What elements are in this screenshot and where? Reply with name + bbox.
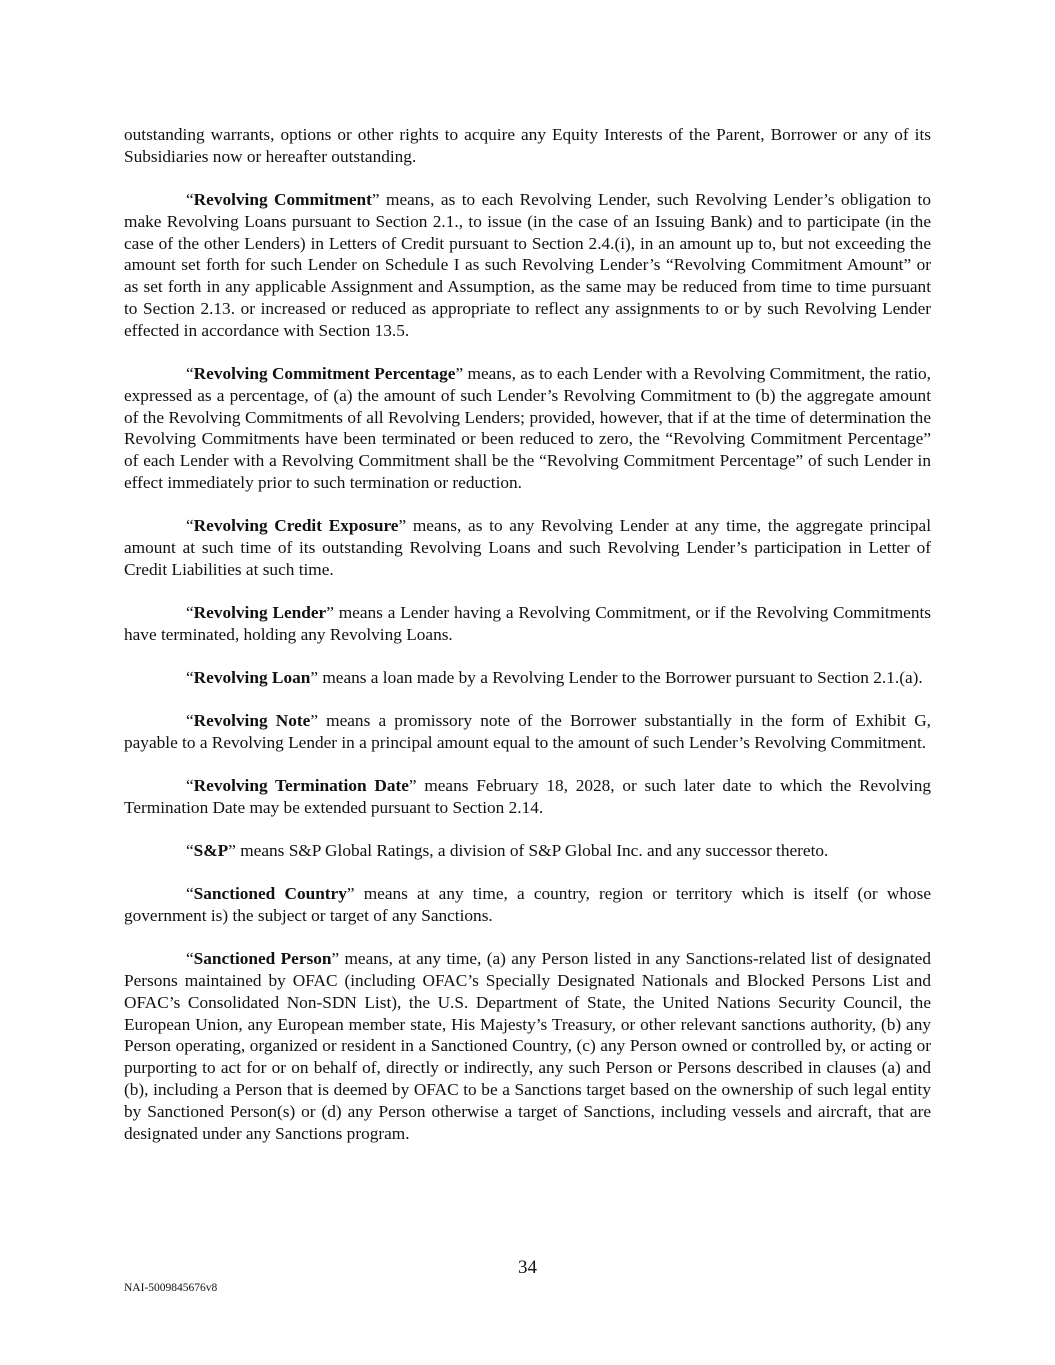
defined-term: Revolving Credit Exposure	[193, 516, 399, 536]
definition-text: ” means a loan made by a Revolving Lender to the Borrower pursuant to Section 2.1.(a).	[310, 667, 923, 687]
definition-sanctioned-person	[124, 948, 931, 1144]
definition-text: ” means February 18, 2028, or such later date to which the Revolving Termination Date may be extended pursuant to Section 2.14.	[124, 776, 931, 817]
defined-term: Sanctioned Person	[193, 949, 332, 969]
definition-text: ” means, as to each Lender with a Revolving Commitment, the ratio, expressed as a percentage, of (a) the amount of such Lender’s Revolving Commitment to (b) the aggregate amount of the Revolving Commitments of all Revolving Lenders; provided, however, that if at the time of determination the Revolving Commitments have been terminated or been reduced to zero, the “Revolving Commitment Percentage” of each Lender with a Revolving Commitment shall be the “Revolving Commitment Percentage” of such Lender in effect immediately prior to such termination or reduction.	[124, 363, 931, 492]
open-quote: “	[186, 189, 194, 209]
definition-sanctioned-country	[124, 883, 931, 927]
open-quote: “	[186, 516, 194, 536]
defined-term: Revolving Loan	[193, 667, 311, 687]
definition-revolving-credit-exposure	[124, 515, 931, 580]
definition-text: ” means, as to any Revolving Lender at any time, the aggregate principal amount at such time of its outstanding Revolving Loans and such Revolving Lender’s participation in Letter of Credit Liabilities at such time.	[124, 516, 932, 579]
open-quote: “	[186, 884, 194, 904]
definition-revolving-commitment-percentage	[124, 363, 931, 494]
definition-text: ” means, at any time, (a) any Person listed in any Sanctions-related list of designated Persons maintained by OFAC (including OFAC’s Specially Designated Nationals and Blocked Persons List and OFAC’s Consolidated Non-SDN List), the U.S. Department of State, the United Nations Security Council, the European Union, any European member state, His Majesty’s Treasury, or other relevant sanctions authority, (b) any Person operating, organized or resident in a Sanctioned Country, (c) any Person owned or controlled by, or acting or purporting to act for or on behalf of, directly or indirectly, any such Person or Persons described in clauses (a) and (b), including a Person that is deemed by OFAC to be a Sanctions target based on the ownership of such legal entity by Sanctioned Person(s) or (d) any Person otherwise a target of Sanctions, including vessels and aircraft, that are designated under any Sanctions program.	[124, 949, 931, 1143]
open-quote: “	[186, 667, 194, 687]
document-id: NAI-5009845676v8	[124, 1282, 218, 1294]
defined-term: S&P	[193, 841, 229, 861]
defined-term: Sanctioned Country	[193, 884, 347, 904]
page-number: 34	[518, 1257, 537, 1278]
defined-term: Revolving Note	[193, 711, 311, 731]
definition-text: ” means at any time, a country, region or territory which is itself (or whose government is) the subject or target of any Sanctions.	[124, 884, 931, 926]
definition-revolving-loan	[124, 667, 931, 689]
defined-term: Revolving Lender	[193, 602, 327, 622]
document-body	[124, 124, 931, 1166]
definition-s-and-p	[124, 840, 931, 862]
definition-text: ” means a Lender having a Revolving Commitment, or if the Revolving Commitments have terminated, holding any Revolving Loans.	[124, 602, 931, 644]
defined-term: Revolving Commitment Percentage	[193, 363, 456, 383]
definition-text: ” means a promissory note of the Borrower substantially in the form of Exhibit G, payable to a Revolving Lender in a principal amount equal to the amount of such Lender’s Revolving Commitment.	[124, 711, 931, 752]
open-quote: “	[186, 949, 194, 969]
definition-revolving-commitment	[124, 189, 931, 342]
open-quote: “	[186, 841, 194, 861]
continuation-paragraph: outstanding warrants, options or other rights to acquire any Equity Interests of the Parent, Borrower or any of its Subsidiaries now or hereafter outstanding.	[124, 125, 931, 166]
definition-revolving-note	[124, 710, 931, 754]
definition-revolving-lender	[124, 602, 931, 646]
open-quote: “	[186, 363, 194, 383]
defined-term: Revolving Commitment	[193, 189, 372, 209]
open-quote: “	[186, 776, 194, 796]
definition-revolving-termination-date	[124, 775, 931, 819]
definition-text: ” means S&P Global Ratings, a division of S&P Global Inc. and any successor thereto.	[228, 841, 829, 861]
open-quote: “	[186, 602, 194, 622]
defined-term: Revolving Termination Date	[193, 776, 409, 796]
open-quote: “	[186, 711, 194, 731]
definition-text: ” means, as to each Revolving Lender, such Revolving Lender’s obligation to make Revolving Loans pursuant to Section 2.1., to issue (in the case of an Issuing Bank) and to participate (in the case of the other Lenders) in Letters of Credit pursuant to Section 2.4.(i), in an amount up to, but not exceeding the amount set forth for such Lender on Schedule I as such Revolving Lender’s “Revolving Commitment Amount” or as set forth in any applicable Assignment and Assumption, as the same may be reduced from time to time pursuant to Section 2.13. or increased or reduced as appropriate to reflect any assignments to or by such Revolving Lender effected in accordance with Section 13.5.	[124, 189, 931, 340]
